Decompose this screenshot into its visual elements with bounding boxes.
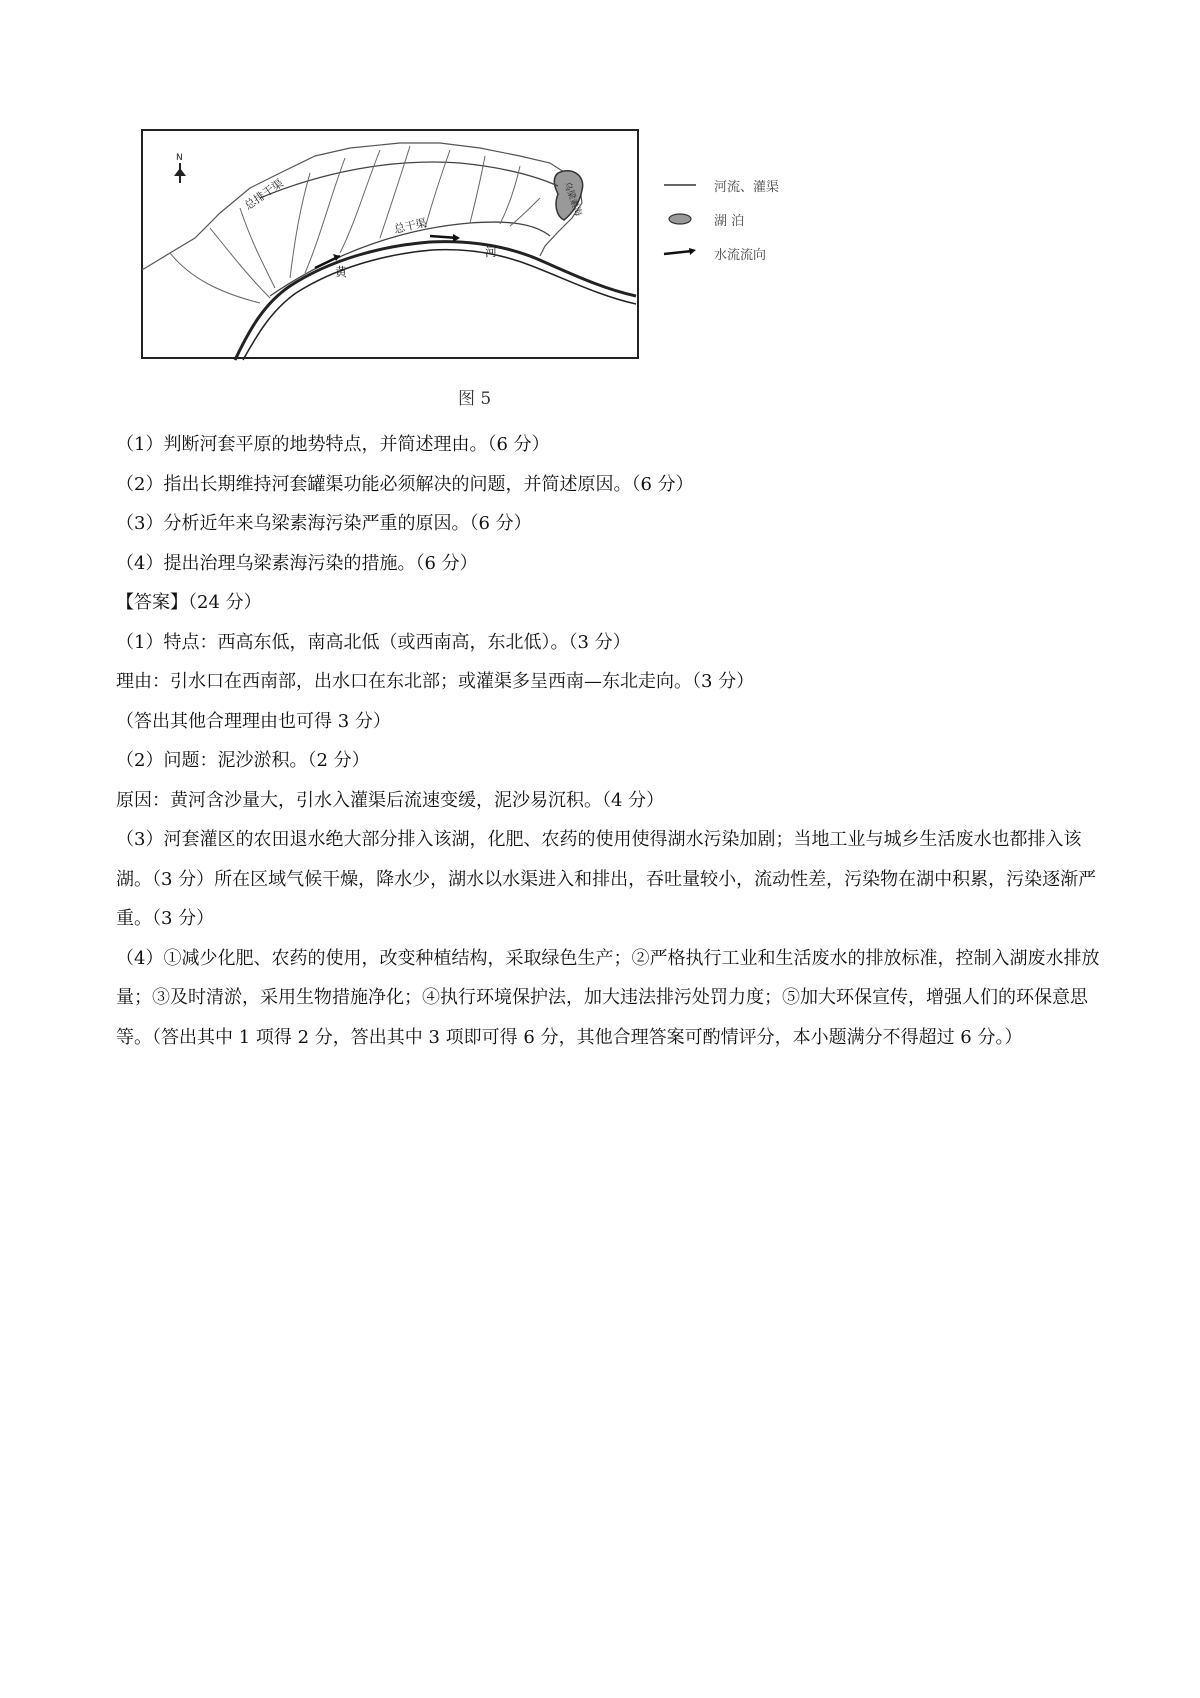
legend-item <box>660 202 850 236</box>
answer-1-reason: 理由：引水口在西南部，出水口在东北部；或灌渠多呈西南—东北走向。（3 分） <box>116 671 755 692</box>
figure-caption: 图 5 <box>458 389 492 409</box>
label-main-canal: 总干渠 <box>392 216 428 236</box>
yellow-river-bank <box>243 250 636 360</box>
answer-header: 【答案】（24 分） <box>116 592 262 613</box>
north-arrow-icon <box>174 153 186 183</box>
answer-3: （3）河套灌区的农田退水绝大部分排入该湖，化肥、农药的使用使得湖水污染加剧；当地工业与城乡生活废水也都排入该湖。（3 分）所在区域气候干燥，降水少，湖水以水渠进入和排出，吞吐量较小，流动性差，污染物在湖中积累，污染逐渐严重。（3 分） <box>116 829 1097 929</box>
hetao-plain-map <box>140 128 640 380</box>
question-answer-text <box>116 425 1106 1057</box>
yellow-river <box>235 242 636 360</box>
answer-2-reason: 原因：黄河含沙量大，引水入灌渠后流速变缓，泥沙易沉积。（4 分） <box>116 789 665 811</box>
question-4: （4）提出治理乌梁素海污染的措施。（6 分） <box>116 552 478 574</box>
main-canal <box>270 222 550 296</box>
question-3: （3）分析近年来乌梁素海污染严重的原因。（6 分） <box>116 513 532 534</box>
answer-2-problem: （2）问题：泥沙淤积。（2 分） <box>116 750 370 771</box>
legend-label: 河流、灌渠 <box>714 179 780 195</box>
question-1: （1）判断河套平原的地势特点，并简述理由。（6 分） <box>116 434 550 455</box>
map-legend <box>660 168 850 270</box>
label-river-2: 河 <box>485 245 498 259</box>
svg-text:N: N <box>176 153 183 163</box>
legend-label: 水流流向 <box>714 247 767 263</box>
line-icon <box>660 178 700 192</box>
legend-label: 湖 泊 <box>714 213 745 229</box>
answer-4: （4）①减少化肥、农药的使用，改变种植结构，采取绿色生产；②严格执行工业和生活废水的排放标准，控制入湖废水排放量；③及时清淤，采用生物措施净化；④执行环境保护法，加大违法排污处罚力度；⑤加大环保宣传，增强人们的环保意思等。（答出其中 1 项得 2 分，答出其中 3 项即可得 6 分，其他合理答案可酌情评分，本小题满分不得超过 6 分。） <box>116 947 1100 1048</box>
label-total-drainage-canal: 总排干渠 <box>242 176 286 213</box>
label-lake: 乌梁素海 <box>561 180 583 218</box>
arrow-icon <box>660 246 700 260</box>
legend-item <box>660 168 850 202</box>
lake-icon <box>660 212 700 226</box>
answer-1-feature: （1）特点：西高东低，南高北低（或西南高，东北低）。（3 分） <box>116 631 631 653</box>
legend-item <box>660 236 850 270</box>
question-2: （2）指出长期维持河套罐渠功能必须解决的问题，并简述原因。（6 分） <box>116 473 694 495</box>
label-river-1: 黄 <box>335 265 348 279</box>
answer-1-note: （答出其他合理理由也可得 3 分） <box>116 710 391 732</box>
figure-5 <box>140 118 840 408</box>
